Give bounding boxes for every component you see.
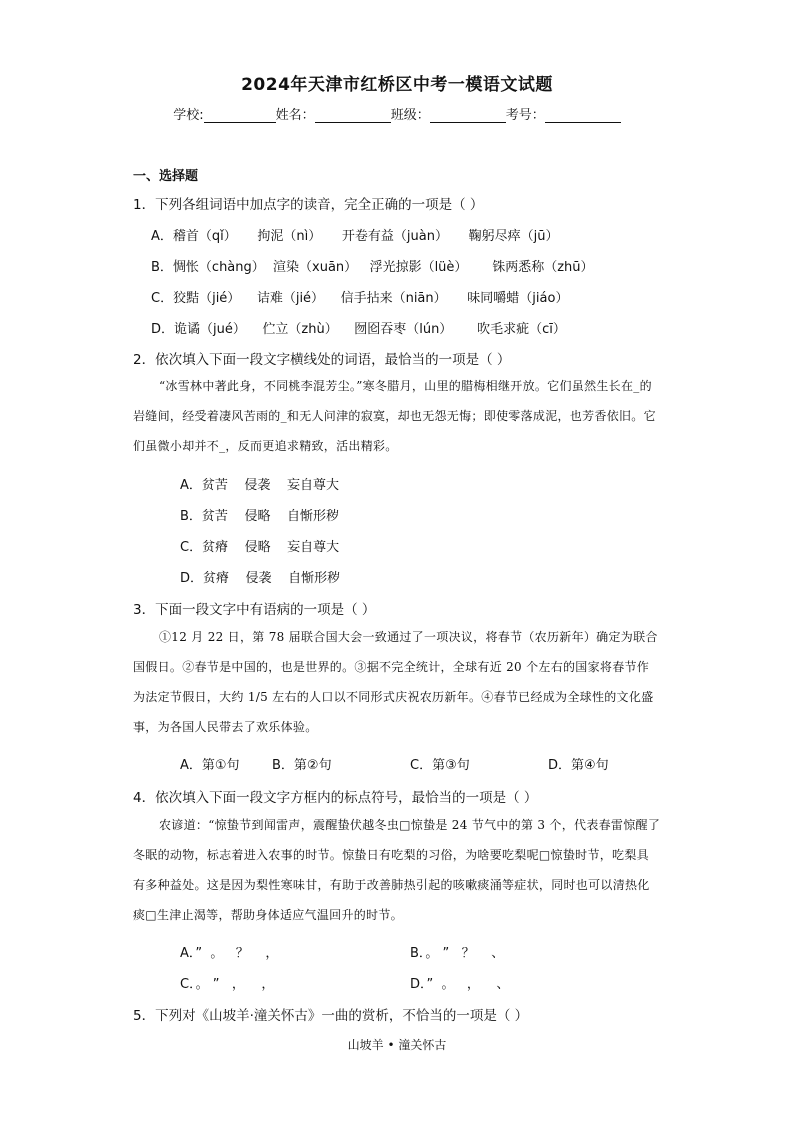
exam-no-label: 考号：	[505, 108, 545, 123]
question-4-option-a[interactable]: A．” 。 ？ ，	[180, 946, 279, 961]
question-2-option-b[interactable]: B．贫苦 侵略 自惭形秽	[180, 509, 339, 524]
question-3-option-c[interactable]: C．第③句	[410, 758, 470, 773]
question-3-option-a[interactable]: A．第①句	[180, 758, 240, 773]
class-label: 班级：	[390, 108, 430, 123]
name-blank[interactable]	[315, 108, 391, 123]
question-1-option-d[interactable]: D．诡谲（jué） 伫立（zhù） 囫囵吞枣（lún） 吹毛求疵（cī）	[151, 322, 566, 337]
name-label: 姓名：	[275, 108, 315, 123]
question-1-option-b[interactable]: B．惆怅（chàng） 渲染（xuān） 浮光掠影（lüè） 铢两悉称（zhū）	[151, 260, 594, 275]
question-4-stem: 4．依次填入下面一段文字方框内的标点符号，最恰当的一项是（ ）	[133, 790, 538, 806]
question-5-stem: 5．下列对《山坡羊·潼关怀古》一曲的赏析，不恰当的一项是（ ）	[133, 1008, 529, 1024]
question-2-option-d[interactable]: D．贫瘠 侵袭 自惭形秽	[180, 571, 341, 586]
poem-title: 山坡羊 • 潼关怀古	[347, 1038, 447, 1052]
exam-no-blank[interactable]	[545, 108, 621, 123]
question-2-stem: 2．依次填入下面一段文字横线处的词语，最恰当的一项是（ ）	[133, 352, 511, 368]
school-label: 学校:	[173, 108, 204, 123]
question-3-passage	[133, 622, 661, 742]
passage-text: “冰雪林中著此身，不同桃李混芳尘。”寒冬腊月，山里的腊梅相继开放。它们虽然生长在_的岩缝间，经受着凄风苦雨的_和无人问津的寂寞，却也无怨无悔；即使零落成泥，也芳香依旧。它们虽微小却并不_，反而更追求精致，活出精彩。	[133, 379, 656, 453]
school-blank[interactable]	[204, 108, 276, 123]
question-2-passage	[133, 371, 661, 461]
class-blank[interactable]	[430, 108, 506, 123]
passage-text: ①12 月 22 日，第 78 届联合国大会一致通过了一项决议，将春节（农历新年）确定为联合国假日。②春节是中国的，也是世界的。③据不完全统计，全球有近 20 个左右的国家将春节作为法定节假日，大约 1/5 左右的人口以不同形式庆祝农历新年。④春节已经成为全球性的文化盛事，为各国人民带去了欢乐体验。	[133, 630, 658, 734]
question-2-option-c[interactable]: C．贫瘠 侵略 妄自尊大	[180, 540, 340, 555]
question-3-stem: 3．下面一段文字中有语病的一项是（ ）	[133, 602, 376, 618]
question-4-passage	[133, 810, 661, 930]
question-4-option-d[interactable]: D．” 。 ， 、	[410, 977, 510, 992]
passage-text: 农谚道：“惊蛰节到闻雷声，震醒蛰伏越冬虫□惊蛰是 24 节气中的第 3 个，代表春雷惊醒了冬眠的动物，标志着进入农事的时节。惊蛰日有吃梨的习俗，为啥要吃梨呢□惊蛰时节，吃梨具有多种益处。这是因为梨性寒味甘，有助于改善肺热引起的咳嗽痰涌等症状，同时也可以清热化痰□生津止渴等，帮助身体适应气温回升的时节。	[133, 818, 661, 922]
question-1-stem: 1．下列各组词语中加点字的读音，完全正确的一项是（ ）	[133, 197, 484, 213]
page-title: 2024年天津市红桥区中考一模语文试题	[241, 75, 553, 95]
question-3-option-b[interactable]: B．第②句	[272, 758, 332, 773]
question-3-option-d[interactable]: D．第④句	[548, 758, 609, 773]
question-2-option-a[interactable]: A．贫苦 侵袭 妄自尊大	[180, 478, 339, 493]
question-4-option-b[interactable]: B．。 ” ？ 、	[410, 946, 505, 961]
question-1-option-a[interactable]: A．稽首（qǐ） 拘泥（nì） 开卷有益（juàn） 鞠躬尽瘁（jū）	[151, 229, 559, 244]
question-1-option-c[interactable]: C．狡黠（jié） 诘难（jié） 信手拈来（niān） 味同嚼蜡（jiáo）	[151, 291, 569, 306]
student-info-line	[0, 104, 794, 123]
section-heading: 一、选择题	[133, 169, 199, 184]
question-4-option-c[interactable]: C．。 ” ， ，	[180, 977, 275, 992]
